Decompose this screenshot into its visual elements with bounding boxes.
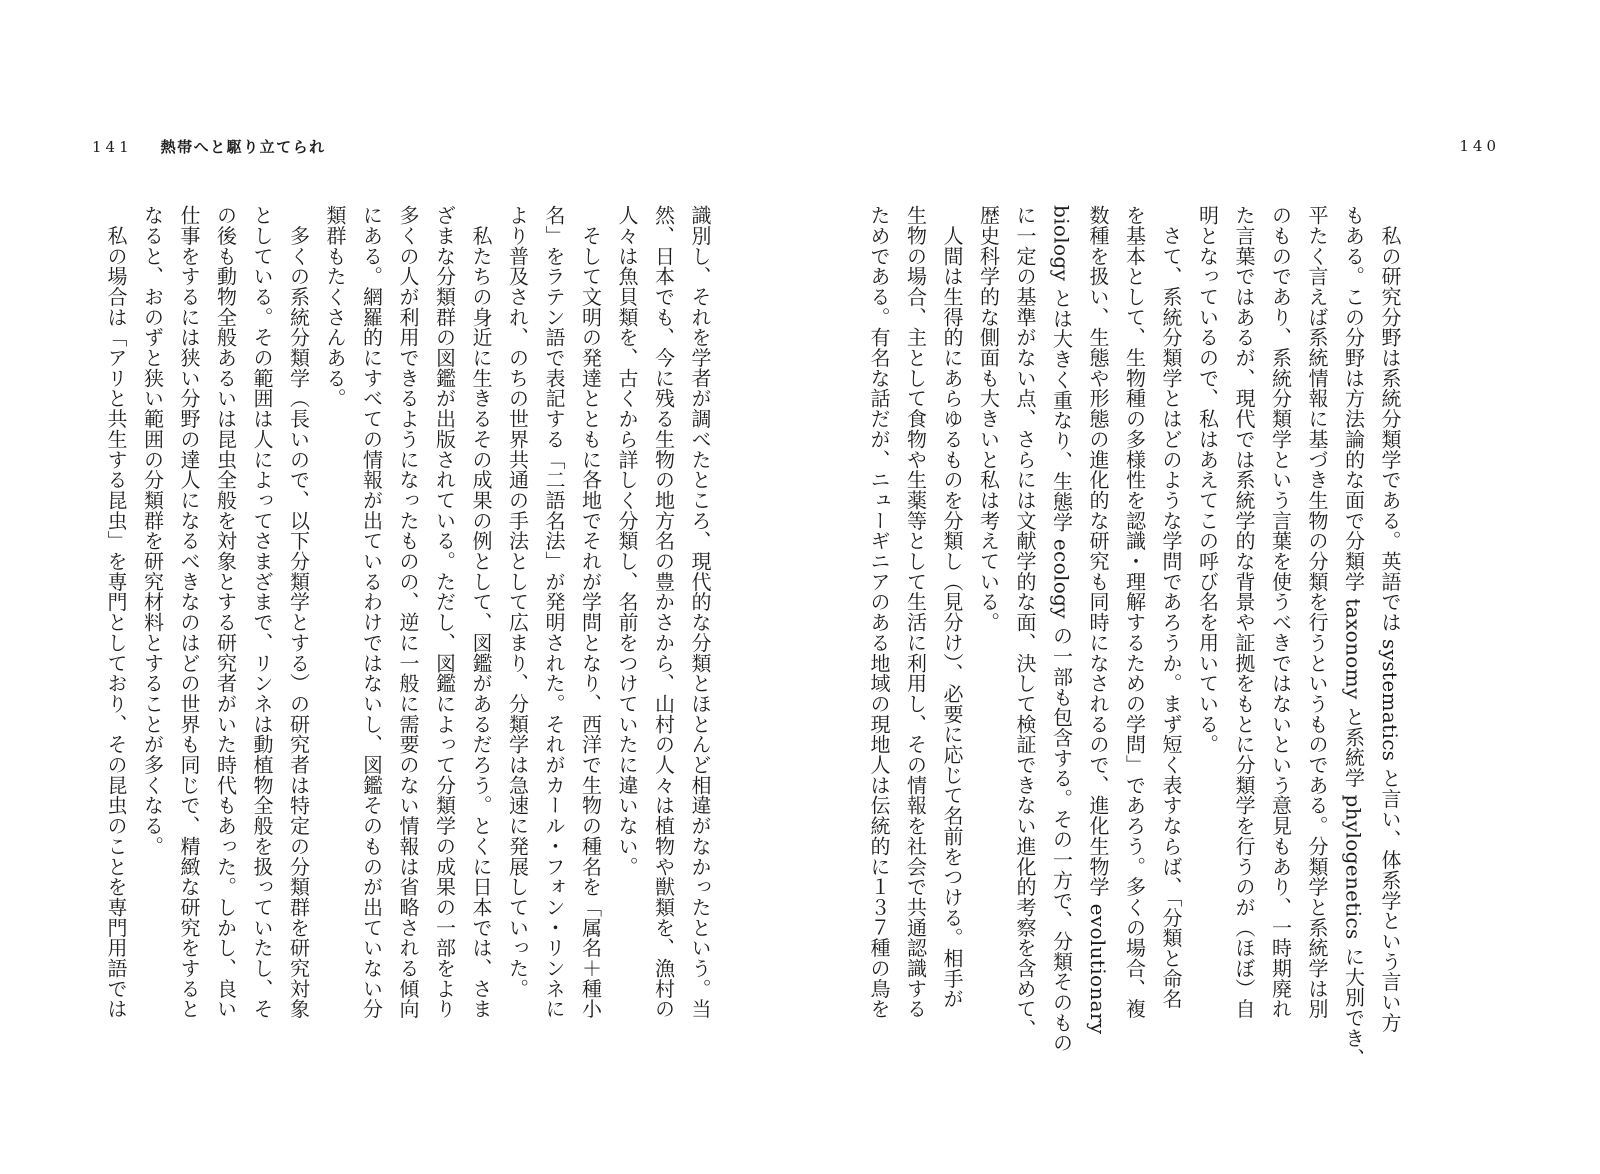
right-page-text [861, 205, 1409, 1068]
text-line: なると、おのずと狭い範囲の分類群を研究材料とすることが多くなる。 [140, 205, 165, 857]
text-line: 仕事をするには狭い分野の達人になるべきなのはどの世界も同じで、精緻な研究をすると [177, 205, 201, 1019]
text-line: 識別し、それを学者が調べたところ、現代的な分類とほとんど相違がなかったという。当 [688, 205, 712, 1019]
text-line: 名」をラテン語で表記する「二語名法」が発明された。それがカール・フォン・リンネに [542, 205, 566, 1019]
text-line: 数種を扱い、生態や形態の進化的な研究も同時になされるので、進化生物学 evolutionary [1086, 205, 1110, 1035]
text-line: 多くの系統分類学（長いので、以下分類学とする）の研究者は特定の分類群を研究対象 [286, 205, 311, 1019]
text-line: 明となっているので、私はあえてこの呼び名を用いている。 [1195, 205, 1220, 755]
text-line: より普及され、のちの世界共通の手法として広まり、分類学は急速に発展していった。 [505, 205, 530, 999]
text-line: 私の研究分野は系統分類学である。英語では systematics と言い、体系学という言い方 [1378, 205, 1402, 1033]
right-page-header [1459, 136, 1500, 155]
text-line: ためである。有名な話だが、ニューギニアのある地域の現地人は伝統的に１３７種の鳥を [867, 205, 891, 1019]
text-line: 類群もたくさんある。 [323, 205, 347, 409]
text-line: のものであり、系統分類学という言葉を使うべきではないという意見もあり、一時期廃れ [1268, 205, 1293, 1019]
text-line: を基本として、生物種の多様性を認識・理解するための学問」であろう。多くの場合、複 [1122, 205, 1147, 1019]
text-line: 平たく言えば系統情報に基づき生物の分類を行うというものである。分類学と系統学は別 [1305, 205, 1329, 1019]
text-line: もある。この分野は方法論的な面で分類学 taxonomy と系統学 phylogenetics に大別でき、 [1341, 205, 1366, 1069]
right-page-number: 140 [1459, 137, 1500, 155]
running-head: 熱帯へと駆り立てられ [160, 138, 326, 156]
text-line: にある。網羅的にすべての情報が出ているわけではないし、図鑑そのものが出ていない分 [359, 205, 384, 1019]
text-line: さて、系統分類学とはどのような学問であろうか。まず短く表すならば、「分類と命名 [1159, 205, 1183, 1009]
text-line: 然、日本でも、今に残る生物の地方名の豊かさから、山村の人々は植物や獣類を、漁村の [651, 205, 676, 1019]
text-line: 生物の場合、主として食物や生薬等として生活に利用し、その情報を社会で共通認識する [903, 205, 928, 1019]
left-page-header [92, 136, 326, 157]
text-line: 人々は魚貝類を、古くから詳しく分類し、名前をつけていたに違いない。 [615, 205, 639, 877]
text-line: そして文明の発達とともに各地でそれが学問となり、西洋で生物の種名を「属名＋種小 [578, 205, 603, 1019]
text-line: 私たちの身近に生きるその成果の例として、図鑑があるだろう。とくに日本では、さま [469, 205, 493, 1019]
text-line: ざまな分類群の図鑑が出版されている。ただし、図鑑によって分類学の成果の一部をより [432, 205, 457, 1019]
text-line: 私の場合は「アリと共生する昆虫」を専門としており、その昆虫のことを専門用語では [104, 205, 128, 1019]
text-line: 歴史科学的な側面も大きいと私は考えている。 [976, 205, 1001, 633]
text-line: た言葉ではあるが、現代では系統学的な背景や証拠をもとに分類学を行うのが（ほぼ）自 [1232, 205, 1256, 1019]
text-line: としている。その範囲は人によってさまざまで、リンネは動植物全般を扱っていたし、そ [250, 205, 274, 1019]
text-line: biology とは大きく重なり、生態学 ecology の一部も包含する。その一方で、分類そのもの [1049, 205, 1074, 1053]
text-line: 多くの人が利用できるようになったものの、逆に一般に需要のない情報は省略される傾向 [396, 205, 420, 1019]
text-line: 人間は生得的にあらゆるものを分類し（見分け）、必要に応じて名前をつける。相手が [940, 205, 964, 1009]
left-page-text [98, 205, 719, 1019]
text-line: に一定の基準がない点、さらには文献学的な面、決して検証できない進化的考察を含めて、 [1013, 205, 1037, 1040]
left-page-number: 141 [92, 138, 133, 156]
text-line: の後も動物全般あるいは昆虫全般を対象とする研究者がいた時代もあった。しかし、良い [213, 205, 238, 1019]
